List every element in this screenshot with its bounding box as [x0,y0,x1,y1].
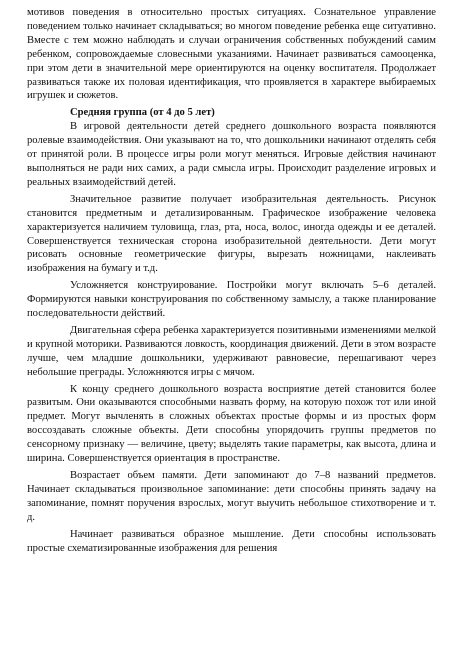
document-page [27,6,436,558]
paragraph-play-activity: В игровой деятельности детей среднего дошкольного возраста появляются ролевые взаимодействия. Они указывают на то, что дошкольники начинают отделять себя от принятой роли. В процессе игры роли могут меняться. Игровые действия начинают выполняться не ради них самих, а ради смысла игры. Происходит разделение игровых и реальных взаимодействий детей. [27,121,436,188]
paragraph-thinking: Начинает развиваться образное мышление. Дети способны использовать простые схематизированные изображения для решения [27,528,436,554]
paragraph-visual-activity: Значительное развитие получает изобразительная деятельность. Рисунок становится предметным и детализированным. Графическое изображение человека характеризуется наличием туловища, глаз, рта, носа, волос, иногда одежды и ее деталей. Совершенствуется техническая сторона изобразительной деятельности. Дети могут рисовать основные геометрические фигуры, вырезать ножницами, наклеивать изображения на бумагу и т.д. [27,193,436,275]
paragraph-perception: К концу среднего дошкольного возраста восприятие детей становится более развитым. Они оказываются способными назвать форму, на которую похож тот или иной предмет. Могут вычленять в сложных объектах простые формы и из простых форм воссоздавать сложные объекты. Дети способны упорядочить группы предметов по сенсорному признаку — величине, цвету; выделять такие параметры, как высота, длина и ширина. Совершенствуется ориентация в пространстве. [27,383,436,465]
paragraph-memory: Возрастает объем памяти. Дети запоминают до 7–8 названий предметов. Начинает складываться произвольное запоминание: дети способны принять задачу на запоминание, помнят поручения взрослых, могут выучить небольшое стихотворение и т. д. [27,470,436,523]
paragraph-intro-continuation: мотивов поведения в относительно простых ситуациях. Сознательное управление поведением только начинает складываться; во многом поведение ребенка еще ситуативно. Вместе с тем можно наблюдать и случаи ограничения собственных побуждений самим ребенком, сопровождаемые словесными указаниями. Начинает развиваться самооценка, при этом дети в значительной мере ориентируются на оценку воспитателя. Продолжает развиваться также их половая идентификация, что проявляется в характере выбираемых игрушек и сюжетов. [27,7,436,102]
paragraph-motor-sphere: Двигательная сфера ребенка характеризуется позитивными изменениями мелкой и крупной моторики. Развиваются ловкость, координация движений. Дети в этом возрасте лучше, чем младшие дошкольники, удерживают равновесие, перешагивают через небольшие преграды. Усложняются игры с мячом. [27,324,436,378]
paragraph-construction: Усложняется конструирование. Постройки могут включать 5–6 деталей. Формируются навыки конструирования по собственному замыслу, а также планирование последовательности действий. [27,280,436,320]
section-heading: Средняя группа (от 4 до 5 лет) [70,107,215,119]
